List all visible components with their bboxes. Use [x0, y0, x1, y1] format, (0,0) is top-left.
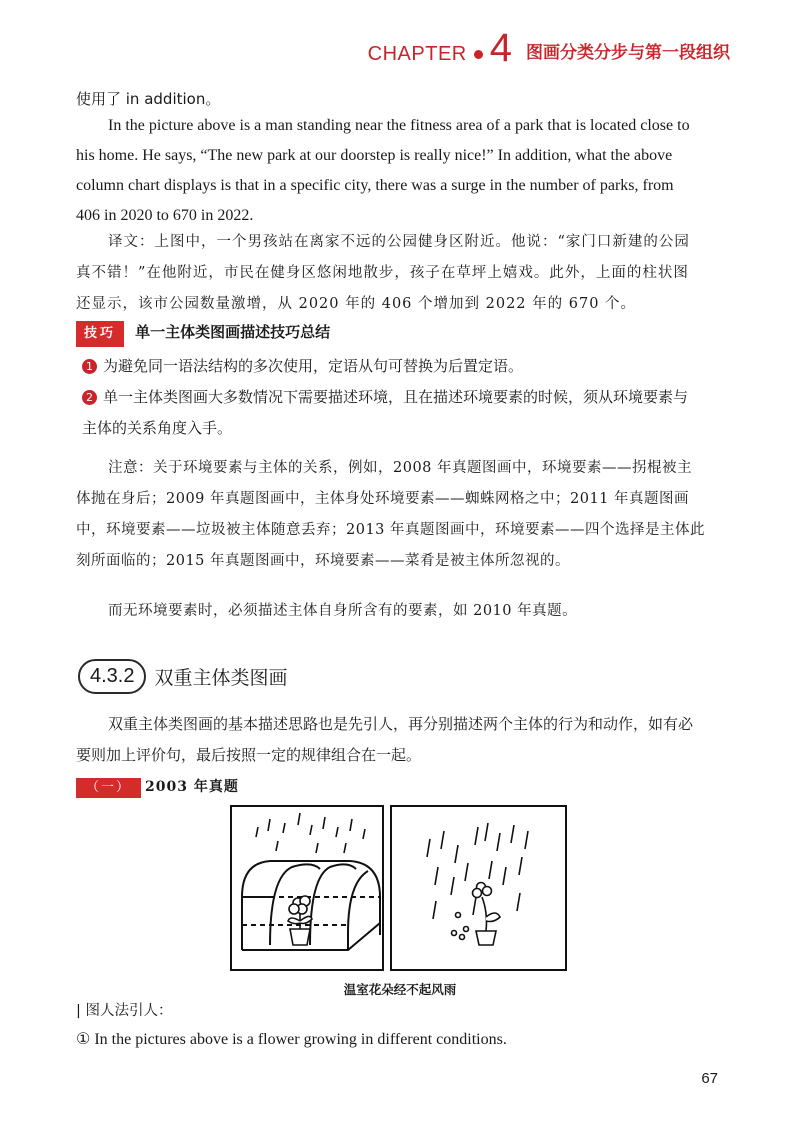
figure-caption: 温室花朵经不起风雨 — [343, 982, 457, 997]
note-paragraph-2: 而无环境要素时，必须描述主体自身所含有的要素，如 2010 年真题。 — [108, 603, 578, 619]
page-number: 67 — [701, 1070, 718, 1087]
section-body: 双重主体类图画的基本描述思路也是先引人，再分别描述两个主体的行为和动作，如有必要则加上评价句，最后按照一定的规律组合在一起。 — [76, 715, 694, 764]
tips-title: 单一主体类图画描述技巧总结 — [135, 323, 331, 341]
translation-paragraph: 译文：上图中，一个男孩站在离家不远的公园健身区附近。他说：“家门口新建的公园真不错！”在他附近，市民在健身区悠闲地散步，孩子在草坪上嬉戏。此外，上面的柱状图还显示，该市公园数量激增，从 2020 年的 406 个增加到 2022 年的 670 个。 — [76, 234, 690, 312]
chapter-label: CHAPTER — [367, 43, 467, 65]
tips-block — [76, 320, 716, 444]
note-paragraph: 注意：关于环境要素与主体的关系，例如，2008 年真题图画中，环境要素——拐棍被主体抛在身后；2009 年真题图画中，主体身处环境要素——蜘蛛网格之中；2011 年真题图画中，环境要素——垃圾被主体随意丢弃；2013 年真题图画中，环境要素——四个选择是主体此刻所面临的；2015 年真题图画中，环境要素——菜肴是被主体所忽视的。 — [76, 460, 706, 569]
intro-line: 使用了 in addition。 — [76, 90, 221, 108]
example-paragraph: In the picture above is a man standing near the fitness area of a park that is located close to his home. He says, “The new park at our doorstep is really nice!” In addition, what the above column chart displays is that in a specific city, there was a surge in the number of parks, from 406 in 2020 to 670 in 2022. — [76, 117, 690, 224]
section-number: 4.3.2 — [78, 659, 146, 694]
tips-item — [76, 351, 716, 382]
chapter-title: 图画分类分步与第一段组织 — [526, 43, 730, 63]
bullet-2-icon: 2 — [82, 390, 97, 405]
tips-tag: 技巧 — [76, 321, 124, 347]
header-dot-icon — [474, 50, 483, 59]
tips-item-text: 单一主体类图画大多数情况下需要描述环境，且在描述环境要素的时候，须从环境要素与主体的关系角度入手。 — [82, 388, 689, 437]
bullet-1-icon: 1 — [82, 359, 97, 374]
subsection-tag: （一） — [76, 778, 141, 798]
method-line: | 图人法引人： — [76, 1003, 173, 1019]
subsection-heading — [76, 776, 239, 798]
chapter-number: 4 — [489, 26, 512, 70]
subsection-title: 2003 年真题 — [145, 779, 239, 795]
chapter-header — [367, 26, 730, 70]
tips-heading — [76, 320, 716, 347]
greenhouse-flower-figure — [230, 805, 568, 971]
example-sentence: ① In the pictures above is a flower growing in different conditions. — [76, 1031, 507, 1048]
tips-item — [76, 382, 702, 444]
section-title: 双重主体类图画 — [154, 667, 288, 689]
section-heading — [78, 659, 288, 694]
tips-item-text: 为避免同一语法结构的多次使用，定语从句可替换为后置定语。 — [103, 357, 524, 375]
